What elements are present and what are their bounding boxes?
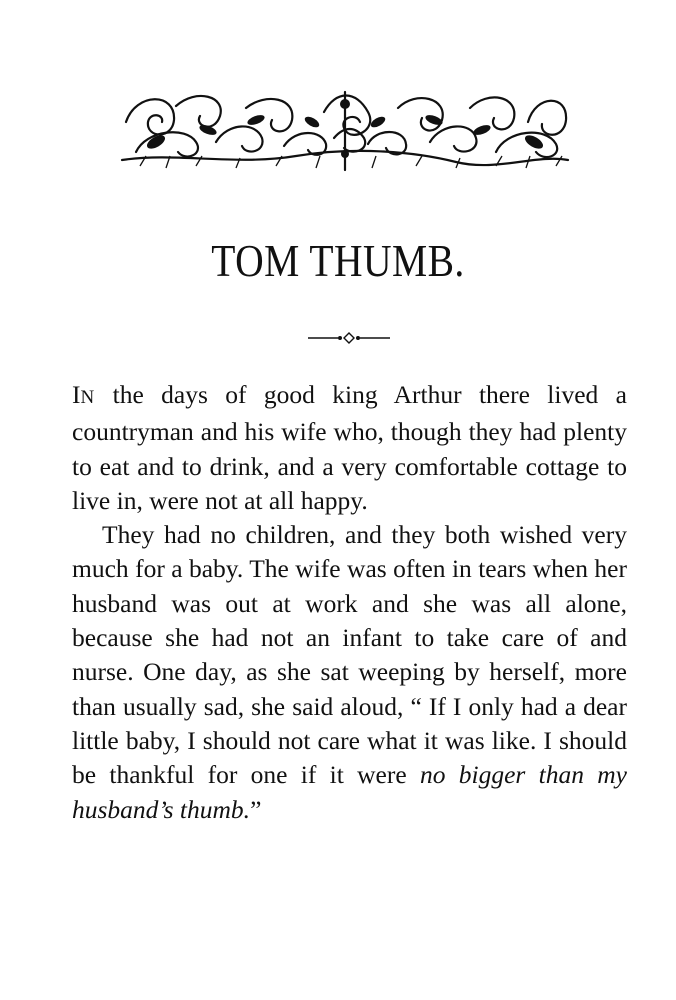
paragraph-2-italic: no bigger than my husband’s thumb. (72, 760, 627, 824)
paragraph-2-text: They had no children, and they both wished very much for a baby. The wife was often in tears when her husband was out at work and she was all alone, because she had not an infant to take care of and nurse. One day, as she sat weeping by herself, more than usually sad, she said aloud, “ If I only had a dear little baby, I should not care what it was like. I should be thankful for one if it were (72, 520, 627, 790)
floral-ornament-headpiece (116, 82, 574, 182)
drop-initial: I (72, 380, 81, 409)
story-text (72, 378, 627, 827)
initial-small-caps: N (80, 387, 96, 408)
page-title: TOM THUMB. (211, 235, 465, 286)
diamond-rule-icon (308, 332, 390, 344)
closing-quote: ” (250, 794, 262, 824)
paragraph-1-text: the days of good king Arthur there lived a countryman and his wife who, though they had plenty to eat and to drink, and a very comfortable cottage to live in, were not at all happy. (72, 380, 627, 515)
paragraph-1 (72, 378, 627, 518)
paragraph-2 (72, 518, 627, 827)
